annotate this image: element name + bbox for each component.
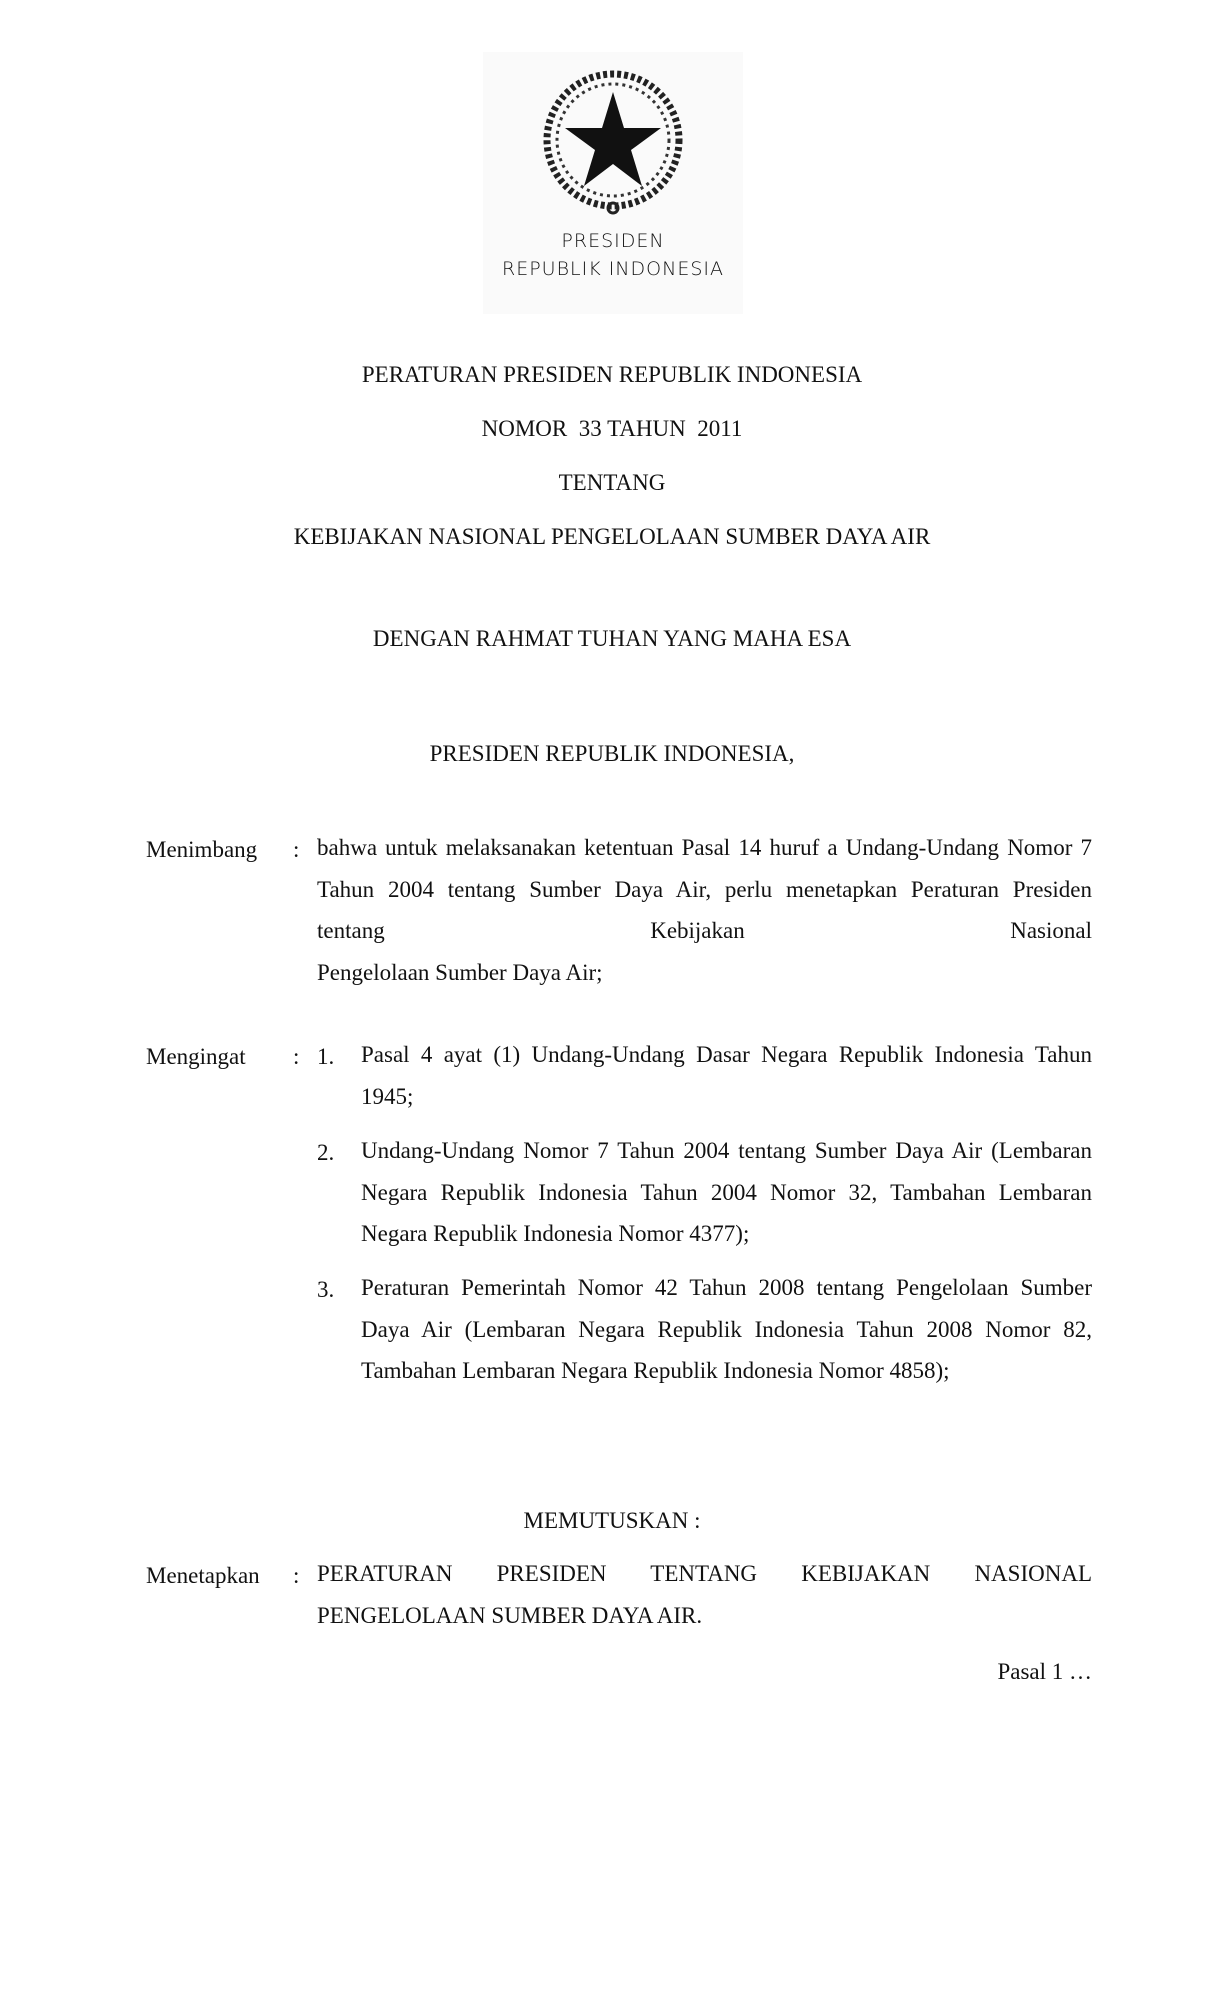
mengingat-item-1: Pasal 4 ayat (1) Undang-Undang Dasar Negara Republik Indonesia Tahun 1945; [361,1042,1092,1109]
mengingat-item-2: Undang-Undang Nomor 7 Tahun 2004 tentang Sumber Daya Air (Lembaran Negara Republik Indonesia Tahun 2004 Nomor 32, Tambahan Lembaran Negara Republik Indonesia Nomor 4377); [361,1138,1092,1246]
title-line1: PERATURAN PRESIDEN REPUBLIK INDONESIA [361,362,863,387]
title-subject: KEBIJAKAN NASIONAL PENGELOLAAN SUMBER DAYA AIR [293,524,931,549]
menimbang-text-body: bahwa untuk melaksanakan ketentuan Pasal 14 huruf a Undang-Undang Nomor 7 Tahun 2004 tentang Sumber Daya Air, perlu menetapkan Peraturan Presiden tentang Kebijakan Nasional [317,835,1092,943]
title-number: NOMOR 33 TAHUN 2011 [481,416,743,441]
memutuskan-heading: MEMUTUSKAN : [523,1508,701,1533]
letterhead-line2: REPUBLIK INDONESIA [502,258,724,280]
menetapkan-label: Menetapkan [146,1563,260,1588]
star-wreath-emblem-icon [533,62,693,222]
mengingat-colon: : [293,1044,300,1069]
menetapkan-text-last: PENGELOLAAN SUMBER DAYA AIR. [317,1602,703,1628]
presidential-seal [483,52,743,314]
continuation-marker: Pasal 1 … [997,1659,1092,1684]
mengingat-item-3-number: 3. [317,1277,335,1302]
menetapkan-colon: : [293,1563,300,1588]
menimbang-text-last: Pengelolaan Sumber Daya Air; [317,959,603,985]
mengingat-item-1-number: 1. [317,1044,335,1069]
menimbang-colon: : [293,837,300,862]
menetapkan-text [317,1553,1092,1636]
menimbang-label: Menimbang [146,837,258,862]
mengingat-item-2-number: 2. [317,1140,335,1165]
title-tentang: TENTANG [558,470,666,495]
mengingat-label: Mengingat [146,1044,246,1069]
menetapkan-text-body: PERATURAN PRESIDEN TENTANG KEBIJAKAN NASIONAL [317,1561,1092,1586]
mengingat-item-3: Peraturan Pemerintah Nomor 42 Tahun 2008 tentang Pengelolaan Sumber Daya Air (Lembaran Negara Republik Indonesia Tahun 2008 Nomor 82, Tambahan Lembaran Negara Republik Indonesia Nomor 4858); [361,1275,1092,1383]
letterhead-line1: PRESIDEN [561,230,665,252]
preamble-grace: DENGAN RAHMAT TUHAN YANG MAHA ESA [372,626,852,651]
menimbang-text [317,827,1092,993]
preamble-issuer: PRESIDEN REPUBLIK INDONESIA, [429,741,795,766]
